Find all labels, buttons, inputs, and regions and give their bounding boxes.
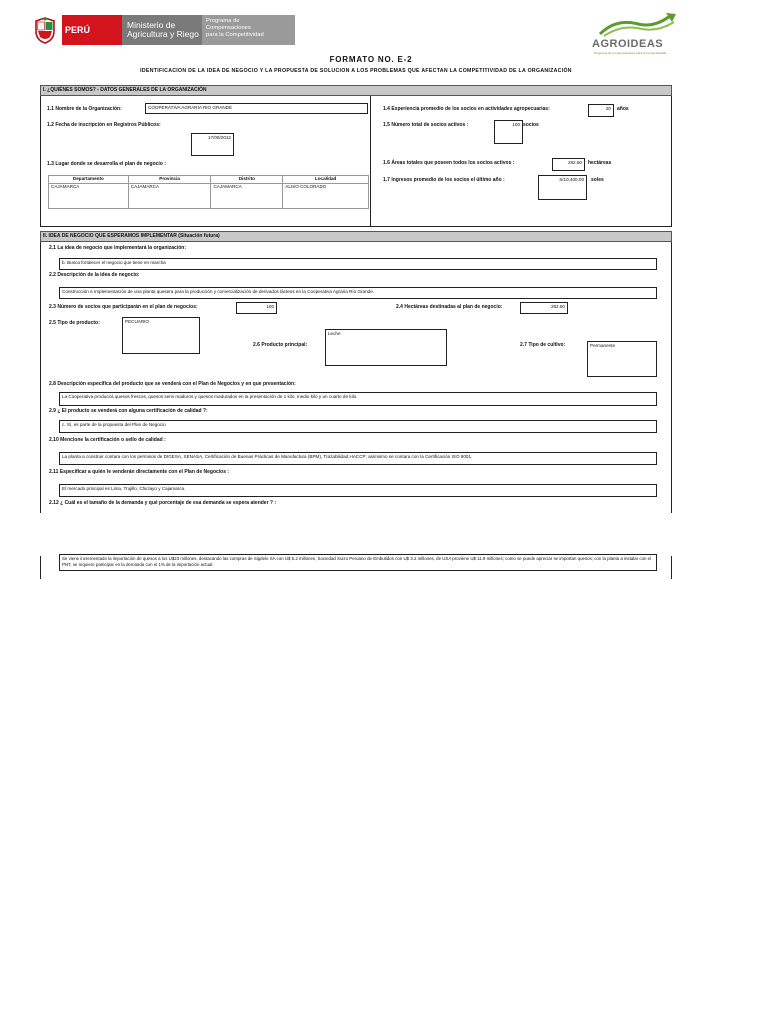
q211-label: 2.11 Especificar a quién le venderán directamente con el Plan de Negocios : <box>49 469 230 475</box>
location-header: Distrito <box>211 176 283 184</box>
q23-label: 2.3 Número de socios que participarán en el plan de negocios: <box>49 304 198 310</box>
q17-label: 1.7 Ingresos promedio de los socios el último año : <box>383 177 505 183</box>
department-cell[interactable]: CAJAMARCA <box>49 184 129 209</box>
q15-label: 1.5 Número total de socios activos : <box>383 122 469 128</box>
q210-label: 2.10 Mencione la certificación o sello de calidad : <box>49 437 166 443</box>
form-title: FORMATO NO. E-2 <box>329 55 413 64</box>
q11-label: 1.1 Nombre de la Organización: <box>47 106 122 112</box>
participating-members-field[interactable]: 100 <box>236 302 277 314</box>
q27-label: 2.7 Tipo de cultivo: <box>520 342 566 348</box>
q12-label: 1.2 Fecha de inscripción en Registros Públicos: <box>47 122 161 128</box>
q212-label: 2.12 ¿ Cuál es el tamaño de la demanda y qué porcentaje de esa demanda se espera atender ? : <box>49 500 277 506</box>
buyers-field[interactable]: El mercado principal es Lima, Trujillo, Chiclayo y Cajamarca. <box>59 484 657 497</box>
location-header: Departamento <box>49 176 129 184</box>
organization-name-field[interactable]: COOPERATIVA AGRARIA RIO GRANDE <box>145 103 368 114</box>
form-subtitle: IDENTIFICACION DE LA IDEA DE NEGOCIO Y LA PROPUESTA DE SOLUCION A LOS PROBLEMAS QUE AFECTAN LA COMPETITIVIDAD DE LA ORGANIZACIÓN <box>140 68 572 74</box>
leaf-arrow-icon <box>596 10 681 38</box>
members-unit: socios <box>523 122 539 128</box>
province-cell[interactable]: CAJAMARCA <box>128 184 211 209</box>
total-area-field[interactable]: 282.50 <box>552 158 585 171</box>
section2-heading: II. IDEA DE NEGOCIO QUE ESPERAMOS IMPLEMENTAR (Situación futura) <box>40 231 672 242</box>
active-members-field[interactable]: 100 <box>494 120 523 144</box>
peru-logo <box>30 15 199 45</box>
demand-size-field[interactable]: Se viene incrementado la importación de quesos a los U$23 millones, destacando las compras de Sigdelo SA con U$ 5.2 millones, Sociedad Suizo Peruano de Embutidos con U$ 3.2 millones, de USA proviene U$ 11.9 millones; como se puede apreciar se importan quesos; con la planta a instalar con el PNT, se requiere participar en la demanda con el 1% de la importación actual. <box>59 554 657 571</box>
product-description-field[interactable]: La Cooperativa producirá quesos frescos, quesos semi maduros y quesos madurados en la presentación de 1 kilo, medio kilo y un cuarto de kilo. <box>59 392 657 406</box>
peru-badge: PERÚ <box>62 15 122 45</box>
location-table <box>48 175 369 209</box>
agroideas-logo: AGROIDEAS Programa de Compensaciones para la Competitividad <box>588 10 688 55</box>
q21-label: 2.1 La idea de negocio que implementará la organización: <box>49 245 186 251</box>
certification-seal-field[interactable]: La planta a construir contara con los permisos de DIGESA, SENASA, Certificación de Buenas Prácticas de Manufactura (BPM), Trazabilidad,HACCP; asimismo se contara con la Certificación ISO 9001. <box>59 452 657 465</box>
q29-label: 2.9 ¿ El producto se venderá con alguna certificación de calidad ?: <box>49 408 208 414</box>
crop-type-field[interactable]: Permanente <box>587 341 657 377</box>
experience-years-field[interactable]: 20 <box>588 104 614 117</box>
q13-label: 1.3 Lugar donde se desarrolla el plan de negocio : <box>47 161 166 167</box>
q16-label: 1.6 Áreas totales que poseen todos los socios activos : <box>383 160 515 166</box>
peru-coat-of-arms-icon <box>30 15 60 45</box>
registration-date-field[interactable]: 17/08/2012 <box>191 133 234 156</box>
q24-label: 2.4 Hectáreas destinadas al plan de negocio: <box>396 304 503 310</box>
ministry-badge: Ministerio de Agricultura y Riego <box>122 15 232 45</box>
location-header: Localidad <box>283 176 369 184</box>
product-type-field[interactable]: PECUARIO <box>122 317 200 354</box>
plan-hectares-field[interactable]: 282.50 <box>520 302 568 314</box>
q25-label: 2.5 Tipo de producto: <box>49 320 100 326</box>
q26-label: 2.6 Producto principal: <box>253 342 308 348</box>
hectares-unit: hectáreas <box>588 160 612 166</box>
average-income-field[interactable]: S/10,400.00 <box>538 175 587 200</box>
main-product-field[interactable]: Leche <box>325 329 447 366</box>
years-unit: años <box>617 106 629 112</box>
q28-label: 2.8 Descripción específica del producto que se venderá con el Plan de Negocios y en que presentación: <box>49 381 296 387</box>
program-badge: Programa de Compensaciones para la Competitividad <box>202 15 295 45</box>
business-idea-field[interactable]: b. Busca fortalecer el negocio que tiene en marcha <box>59 258 657 270</box>
q22-label: 2.2 Descripción de la idea de negocio: <box>49 272 140 278</box>
section1-heading: I. ¿QUIÉNES SOMOS? - DATOS GENERALES DE LA ORGANIZACIÓN <box>40 85 672 96</box>
soles-unit: soles <box>591 177 604 183</box>
district-cell[interactable]: CAJAMARCA <box>211 184 283 209</box>
locality-cell[interactable]: ALISO COLORADO <box>283 184 369 209</box>
q14-label: 1.4 Experiencia promedio de los socios en actividades agropecuarias: <box>383 106 550 112</box>
business-description-field[interactable]: Construcción e Implementación de una planta quesera para la producción y comercialización de derivados lácteos en la Cooperativa Agraria Río Grande. <box>59 287 657 299</box>
quality-certification-field[interactable]: c. Sí, es parte de la propuesta del Plan de Negocio <box>59 420 657 433</box>
location-header: Provincia <box>128 176 211 184</box>
